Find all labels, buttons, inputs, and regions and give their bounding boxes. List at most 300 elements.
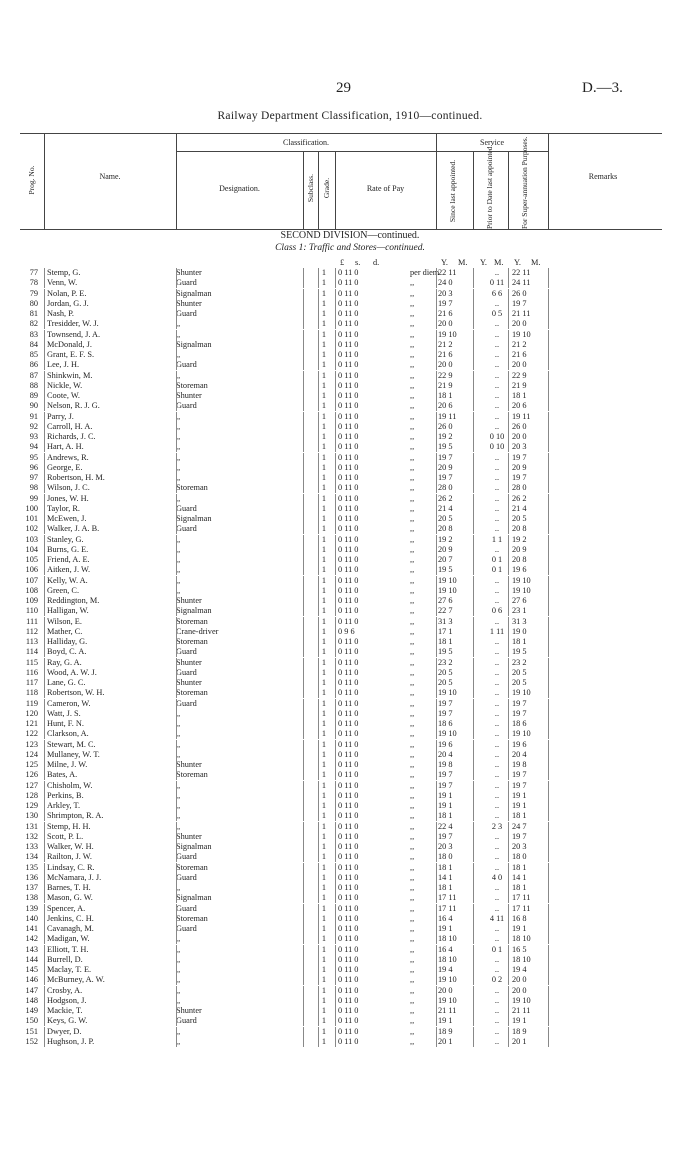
column-rule (548, 606, 549, 616)
table-row (0, 863, 700, 873)
column-rule (335, 606, 336, 616)
row-superannuation: 16 5 (512, 944, 527, 954)
column-rule (436, 668, 437, 678)
row-designation: ,, (176, 944, 181, 954)
page-title: Railway Department Classification, 1910—continued. (217, 110, 483, 122)
row-superannuation: 20 1 (512, 1036, 527, 1046)
row-prior-to-date: 0 2 (491, 975, 503, 985)
column-rule (44, 606, 45, 616)
row-since-last: 17 1 (438, 626, 453, 636)
column-rule (508, 760, 509, 770)
row-prior-to-date: .. (494, 780, 500, 790)
row-pay-unit: ,, (410, 360, 415, 370)
row-prior-to-date: 1 11 (489, 626, 505, 636)
row-grade: 1 (321, 524, 327, 534)
row-superannuation: 18 1 (512, 883, 527, 892)
row-pay-unit: ,, (410, 749, 415, 759)
row-designation: ,, (176, 370, 181, 380)
row-rate-of-pay: 0 11 0 (338, 503, 359, 513)
row-since-last: 20 4 (438, 749, 453, 759)
row-number: 146 (25, 975, 38, 985)
row-name: Stemp, H. H. (47, 821, 91, 831)
row-pay-unit: ,, (410, 862, 415, 872)
column-rule (436, 504, 437, 514)
row-designation: Guard (176, 401, 197, 411)
row-grade: 1 (321, 380, 327, 390)
row-prior-to-date: .. (494, 749, 500, 759)
table-row (0, 319, 700, 329)
column-rule (44, 637, 45, 647)
column-rule (335, 729, 336, 739)
row-rate-of-pay: 0 11 0 (338, 370, 359, 380)
column-rule (335, 965, 336, 975)
row-prior-to-date: .. (494, 719, 500, 728)
column-rule (335, 627, 336, 637)
row-grade: 1 (321, 708, 327, 718)
column-rule (44, 729, 45, 739)
column-rule (436, 299, 437, 309)
column-rule (473, 1006, 474, 1016)
column-rule (335, 463, 336, 473)
row-number: 147 (25, 985, 38, 995)
row-superannuation: 20 5 (512, 678, 527, 687)
column-rule (44, 801, 45, 811)
column-rule (473, 709, 474, 719)
header-prior-to-date: Prior to Date last appointed. (485, 144, 494, 229)
table-row (0, 842, 700, 852)
table-row (0, 893, 700, 903)
row-since-last: 26 2 (438, 493, 453, 503)
table-row (0, 873, 700, 883)
row-name: Wilson, E. (47, 616, 82, 626)
row-name: Burns, G. E. (47, 544, 89, 554)
column-rule (436, 791, 437, 801)
column-rule (508, 729, 509, 739)
column-rule (473, 278, 474, 288)
column-rule (318, 914, 319, 924)
row-name: Madigan, W. (47, 934, 90, 944)
row-pay-unit: ,, (410, 913, 415, 923)
row-prior-to-date: .. (494, 401, 500, 411)
column-rule (303, 268, 304, 278)
column-rule (473, 924, 474, 934)
row-grade: 1 (321, 729, 327, 739)
row-name: Burrell, D. (47, 954, 83, 964)
column-rule (303, 596, 304, 606)
row-number: 151 (25, 1026, 38, 1036)
column-rule (44, 576, 45, 586)
row-designation: Guard (176, 503, 197, 513)
column-rule (436, 432, 437, 442)
row-name: Ray, G. A. (47, 657, 82, 667)
row-pay-unit: ,, (410, 370, 415, 380)
column-rule (176, 1006, 177, 1016)
column-rule (318, 893, 319, 903)
row-rate-of-pay: 0 11 0 (338, 514, 359, 523)
column-rule (318, 432, 319, 442)
column-rule (548, 278, 549, 288)
header-superannuation: For Super-annuation Purposes. (520, 136, 529, 229)
column-rule (303, 791, 304, 801)
column-rule (473, 350, 474, 360)
column-rule (473, 873, 474, 883)
column-rule (335, 719, 336, 729)
row-name: Nickle, W. (47, 380, 83, 390)
row-rate-of-pay: 0 11 0 (338, 350, 359, 359)
column-rule (548, 873, 549, 883)
column-rule (303, 432, 304, 442)
column-rule (303, 576, 304, 586)
row-number: 122 (25, 729, 38, 739)
row-pay-unit: ,, (410, 626, 415, 636)
column-rule (335, 781, 336, 791)
column-rule (176, 371, 177, 381)
table-row (0, 360, 700, 370)
column-rule (335, 545, 336, 555)
table-row (0, 627, 700, 637)
row-pay-unit: ,, (410, 872, 415, 882)
row-rate-of-pay: 0 11 0 (338, 555, 359, 564)
column-rule (318, 422, 319, 432)
row-grade: 1 (321, 831, 327, 841)
row-designation: ,, (176, 544, 181, 554)
row-prior-to-date: .. (494, 514, 500, 523)
row-prior-to-date: .. (494, 616, 500, 626)
column-rule (548, 668, 549, 678)
row-prior-to-date: .. (494, 339, 500, 349)
column-rule (548, 688, 549, 698)
row-pay-unit: ,, (410, 585, 415, 595)
column-rule (548, 360, 549, 370)
column-rule (473, 453, 474, 463)
column-rule (436, 699, 437, 709)
column-rule (318, 770, 319, 780)
row-pay-unit: ,, (410, 596, 415, 605)
row-rate-of-pay: 0 11 0 (338, 380, 359, 390)
column-rule (436, 811, 437, 821)
column-rule (508, 371, 509, 381)
column-rule (548, 699, 549, 709)
row-pay-unit: ,, (410, 698, 415, 708)
row-designation: Shunter (176, 678, 202, 687)
row-superannuation: 26 0 (512, 288, 527, 298)
column-rule (303, 422, 304, 432)
table-row (0, 330, 700, 340)
column-rule (303, 996, 304, 1006)
row-pay-unit: ,, (410, 760, 415, 769)
column-rule (303, 453, 304, 463)
column-rule (335, 453, 336, 463)
row-prior-to-date: 0 1 (491, 555, 503, 564)
table-row (0, 647, 700, 657)
column-rule (44, 545, 45, 555)
row-grade: 1 (321, 421, 327, 431)
row-superannuation: 19 11 (512, 411, 531, 421)
row-designation: ,, (176, 985, 181, 995)
column-rule (335, 350, 336, 360)
column-rule (335, 647, 336, 657)
row-grade: 1 (321, 585, 327, 595)
column-rule (318, 494, 319, 504)
column-rule (318, 1006, 319, 1016)
row-superannuation: 21 11 (512, 309, 531, 318)
row-number: 121 (25, 719, 38, 728)
unit-y2: Y. (480, 258, 487, 267)
column-rule (473, 904, 474, 914)
column-rule (473, 688, 474, 698)
row-pay-unit: ,, (410, 934, 415, 944)
row-designation: ,, (176, 995, 181, 1005)
row-since-last: 19 4 (438, 965, 453, 974)
table-row (0, 883, 700, 893)
row-designation: ,, (176, 350, 181, 359)
column-rule (473, 391, 474, 401)
column-rule (335, 514, 336, 524)
column-rule (436, 842, 437, 852)
row-rate-of-pay: 0 11 0 (338, 575, 359, 585)
row-pay-unit: ,, (410, 1036, 415, 1046)
column-rule (548, 719, 549, 729)
row-designation: Storeman (176, 862, 208, 872)
column-rule (335, 371, 336, 381)
column-rule (44, 299, 45, 309)
table-row (0, 278, 700, 288)
row-since-last: 19 2 (438, 432, 453, 441)
column-rule (508, 637, 509, 647)
column-rule (548, 401, 549, 411)
row-rate-of-pay: 0 11 0 (338, 780, 359, 790)
row-name: Robertson, W. H. (47, 688, 105, 698)
column-rule (508, 504, 509, 514)
table-row (0, 524, 700, 534)
column-rule (335, 822, 336, 832)
column-rule (176, 668, 177, 678)
row-pay-unit: ,, (410, 462, 415, 472)
row-rate-of-pay: 0 11 0 (338, 565, 359, 575)
unit-pounds: £ (340, 258, 345, 267)
row-pay-unit: ,, (410, 1026, 415, 1036)
row-designation: ,, (176, 585, 181, 595)
row-rate-of-pay: 0 11 0 (338, 637, 359, 646)
column-rule (436, 391, 437, 401)
row-since-last: 19 7 (438, 298, 453, 308)
column-rule (318, 709, 319, 719)
header-rate-of-pay: Rate of Pay (366, 184, 405, 193)
column-rule (335, 873, 336, 883)
row-grade: 1 (321, 760, 327, 769)
row-since-last: 19 2 (438, 534, 453, 544)
column-rule (508, 606, 509, 616)
column-rule (44, 524, 45, 534)
row-number: 140 (25, 913, 38, 923)
row-pay-unit: ,, (410, 339, 415, 349)
row-pay-unit: ,, (410, 309, 415, 318)
row-designation: ,, (176, 965, 181, 974)
row-number: 110 (25, 606, 38, 616)
row-superannuation: 22 11 (512, 268, 531, 277)
row-name: Clarkson, A. (47, 729, 89, 739)
row-grade: 1 (321, 790, 327, 800)
column-rule (508, 934, 509, 944)
row-since-last: 14 1 (438, 872, 453, 882)
column-rule (508, 801, 509, 811)
row-number: 79 (29, 288, 38, 298)
row-superannuation: 20 0 (512, 985, 527, 995)
table-row (0, 268, 700, 278)
row-prior-to-date: 0 10 (489, 432, 505, 441)
row-rate-of-pay: 0 11 0 (338, 606, 359, 616)
row-designation: Shunter (176, 1006, 202, 1015)
row-number: 105 (25, 555, 38, 564)
column-rule (44, 555, 45, 565)
table-row (0, 545, 700, 555)
table-row (0, 760, 700, 770)
row-grade: 1 (321, 893, 327, 903)
column-rule (303, 729, 304, 739)
row-number: 148 (25, 995, 38, 1005)
column-rule (436, 934, 437, 944)
column-rule (318, 934, 319, 944)
row-designation: Signalman (176, 842, 212, 851)
table-row (0, 1006, 700, 1016)
row-designation: Guard (176, 903, 197, 913)
row-prior-to-date: .. (494, 842, 500, 851)
column-rule (508, 668, 509, 678)
row-number: 135 (25, 862, 38, 872)
column-rule (335, 678, 336, 688)
row-superannuation: 19 6 (512, 565, 527, 575)
column-rule (548, 740, 549, 750)
row-superannuation: 26 2 (512, 493, 527, 503)
row-pay-unit: ,, (410, 842, 415, 851)
row-pay-unit: ,, (410, 995, 415, 1005)
column-rule (176, 904, 177, 914)
row-rate-of-pay: 0 11 0 (338, 411, 359, 421)
row-since-last: 20 0 (438, 319, 453, 329)
column-rule (176, 596, 177, 606)
table-row (0, 904, 700, 914)
column-rule (335, 832, 336, 842)
row-designation: ,, (176, 729, 181, 739)
column-rule (436, 473, 437, 483)
row-superannuation: 21 11 (512, 1006, 531, 1015)
row-name: Maclay, T. E. (47, 965, 92, 974)
row-grade: 1 (321, 780, 327, 790)
unit-shillings: s. (355, 258, 361, 267)
column-rule (318, 945, 319, 955)
row-superannuation: 19 7 (512, 298, 527, 308)
row-rate-of-pay: 0 11 0 (338, 544, 359, 554)
column-rule (318, 412, 319, 422)
column-rule (508, 986, 509, 996)
column-rule (303, 678, 304, 688)
column-rule (318, 832, 319, 842)
column-rule (176, 975, 177, 985)
column-rule (44, 504, 45, 514)
column-rule (548, 350, 549, 360)
row-superannuation: 19 1 (512, 924, 527, 933)
row-prior-to-date: .. (494, 596, 500, 605)
column-rule (508, 453, 509, 463)
row-prior-to-date: .. (494, 770, 500, 780)
column-rule (473, 955, 474, 965)
column-rule (436, 750, 437, 760)
row-designation: ,, (176, 780, 181, 790)
column-rule (303, 494, 304, 504)
row-number: 149 (25, 1006, 38, 1015)
column-rule (303, 842, 304, 852)
row-name: Nolan, P. E. (47, 288, 87, 298)
row-pay-unit: ,, (410, 606, 415, 616)
table-row (0, 965, 700, 975)
column-rule (473, 289, 474, 299)
column-rule (548, 371, 549, 381)
column-rule (44, 647, 45, 657)
column-rule (473, 883, 474, 893)
column-rule (508, 319, 509, 329)
column-rule (318, 822, 319, 832)
column-rule (473, 524, 474, 534)
column-rule (318, 442, 319, 452)
table-row (0, 1027, 700, 1037)
table-row (0, 371, 700, 381)
column-rule (436, 278, 437, 288)
row-since-last: 20 6 (438, 401, 453, 411)
column-rule (335, 709, 336, 719)
row-designation: Guard (176, 278, 197, 288)
row-number: 126 (25, 770, 38, 780)
row-since-last: 19 7 (438, 708, 453, 718)
row-superannuation: 19 1 (512, 1016, 527, 1026)
column-rule (303, 863, 304, 873)
row-rate-of-pay: 0 11 0 (338, 719, 359, 728)
row-rate-of-pay: 0 11 0 (338, 821, 359, 831)
column-rule (548, 678, 549, 688)
column-rule (318, 473, 319, 483)
row-superannuation: 21 6 (512, 350, 527, 359)
row-rate-of-pay: 0 11 0 (338, 698, 359, 708)
column-rule (508, 545, 509, 555)
row-name: Railton, J. W. (47, 852, 92, 862)
column-rule (303, 781, 304, 791)
row-prior-to-date: .. (494, 524, 500, 534)
header-service: Service (480, 138, 504, 147)
row-superannuation: 19 10 (512, 329, 531, 339)
row-superannuation: 18 9 (512, 1026, 527, 1036)
column-rule (508, 678, 509, 688)
row-grade: 1 (321, 596, 327, 605)
column-rule (508, 996, 509, 1006)
table-row (0, 565, 700, 575)
row-rate-of-pay: 0 11 0 (338, 493, 359, 503)
row-rate-of-pay: 0 11 0 (338, 770, 359, 780)
row-rate-of-pay: 0 11 0 (338, 924, 359, 933)
column-rule (303, 832, 304, 842)
column-rule (176, 504, 177, 514)
row-name: Reddington, M. (47, 596, 100, 605)
column-rule (473, 576, 474, 586)
column-rule (176, 770, 177, 780)
header-remarks: Remarks (588, 172, 618, 181)
column-rule (436, 483, 437, 493)
row-name: Tresidder, W. J. (47, 319, 99, 329)
column-rule (44, 955, 45, 965)
column-rule (508, 350, 509, 360)
row-number: 131 (25, 821, 38, 831)
column-rule (508, 401, 509, 411)
row-grade: 1 (321, 647, 327, 657)
row-grade: 1 (321, 749, 327, 759)
